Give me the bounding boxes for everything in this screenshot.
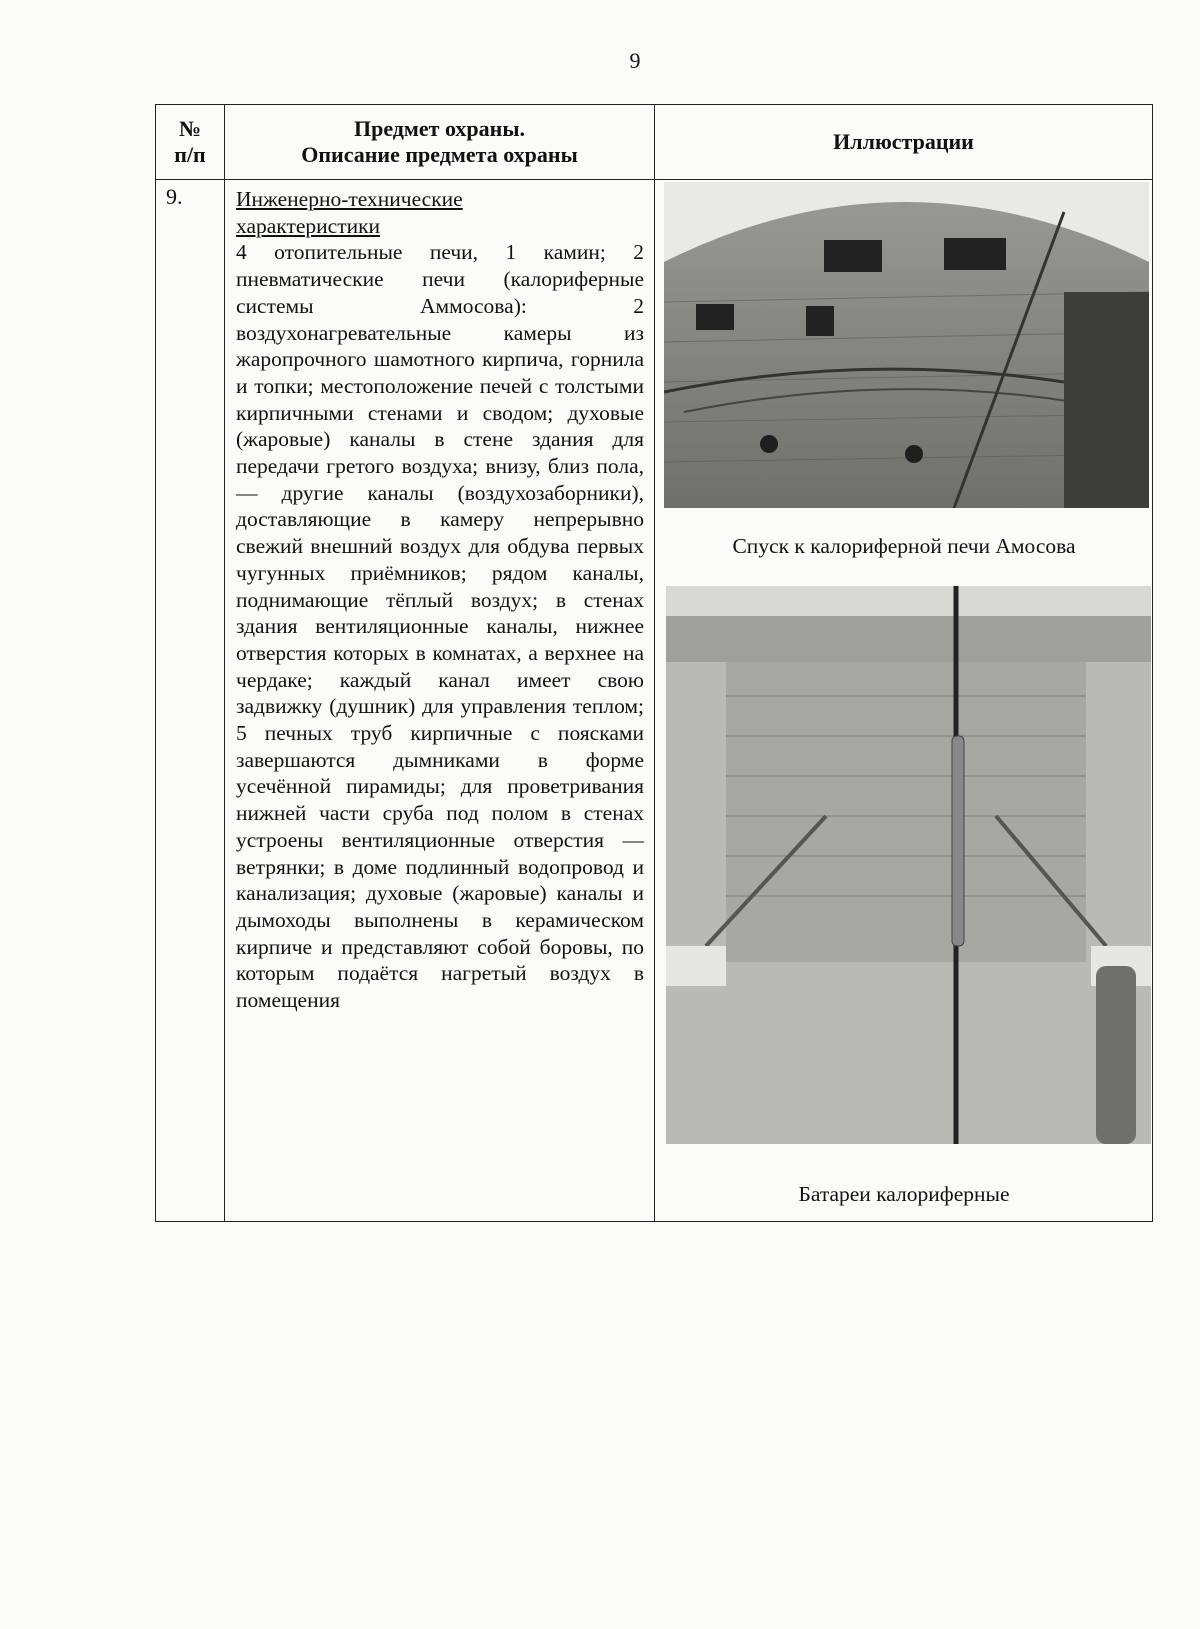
header-subject-line2: Описание предмета охраны <box>301 142 578 167</box>
row-number: 9. <box>156 180 225 1222</box>
page-number: 9 <box>629 48 641 73</box>
row-description <box>225 180 655 1222</box>
caption-heater-descent: Спуск к калориферной печи Амосова <box>732 534 1076 558</box>
header-subject-line1: Предмет охраны. <box>353 116 526 141</box>
header-illustrations: Иллюстрации <box>655 105 1153 180</box>
photo-heater-descent <box>664 182 1149 508</box>
row-text: 4 отопительные печи, 1 камин; 2 пневматические печи (калориферные системы Аммосова): 2 воздухонагревательные камеры из жаропрочного шамотного кирпича, горнила и топки; местоположение печей с толстыми кирпичными стенами и сводом; духовые (жаровые) каналы в стене здания для передачи гретого воздуха; внизу, близ пола, — другие каналы (воздухозаборники), доставляющие в камеру непрерывно свежий внешний воздух для обдува первых чугунных приёмников; рядом каналы, поднимающие тёплый воздух; в стенах здания вентиляционные каналы, нижнее отверстия которых в комнатах, а верхнее на чердаке; каждый канал имеет свою задвижку (душник) для управления теплом; 5 печных труб кирпичные с поясками завершаются дымниками в форме усечённой пирамиды; для проветривания нижней части сруба под полом в стенах устроены вентиляционные отверстия — ветрянки; в доме подлинный водопровод и канализация; духовые (жаровые) каналы и дымоходы выполнены в керамическом кирпиче и представляют собой боровы, по которым подаётся нагретый воздух в помещения <box>236 240 644 1013</box>
header-number <box>156 105 225 180</box>
header-number-line1: № <box>178 116 202 141</box>
row-illustrations <box>655 180 1153 1222</box>
table-header-row <box>156 105 1153 180</box>
protection-subject-table <box>155 104 1153 1222</box>
row-heading: Инженерно-технические характеристики <box>236 187 463 238</box>
photo-heater-batteries <box>666 586 1151 1144</box>
header-number-line2: п/п <box>174 142 206 167</box>
caption-heater-batteries: Батареи калориферные <box>798 1182 1010 1206</box>
header-subject <box>225 105 655 180</box>
table-row <box>156 180 1153 1222</box>
